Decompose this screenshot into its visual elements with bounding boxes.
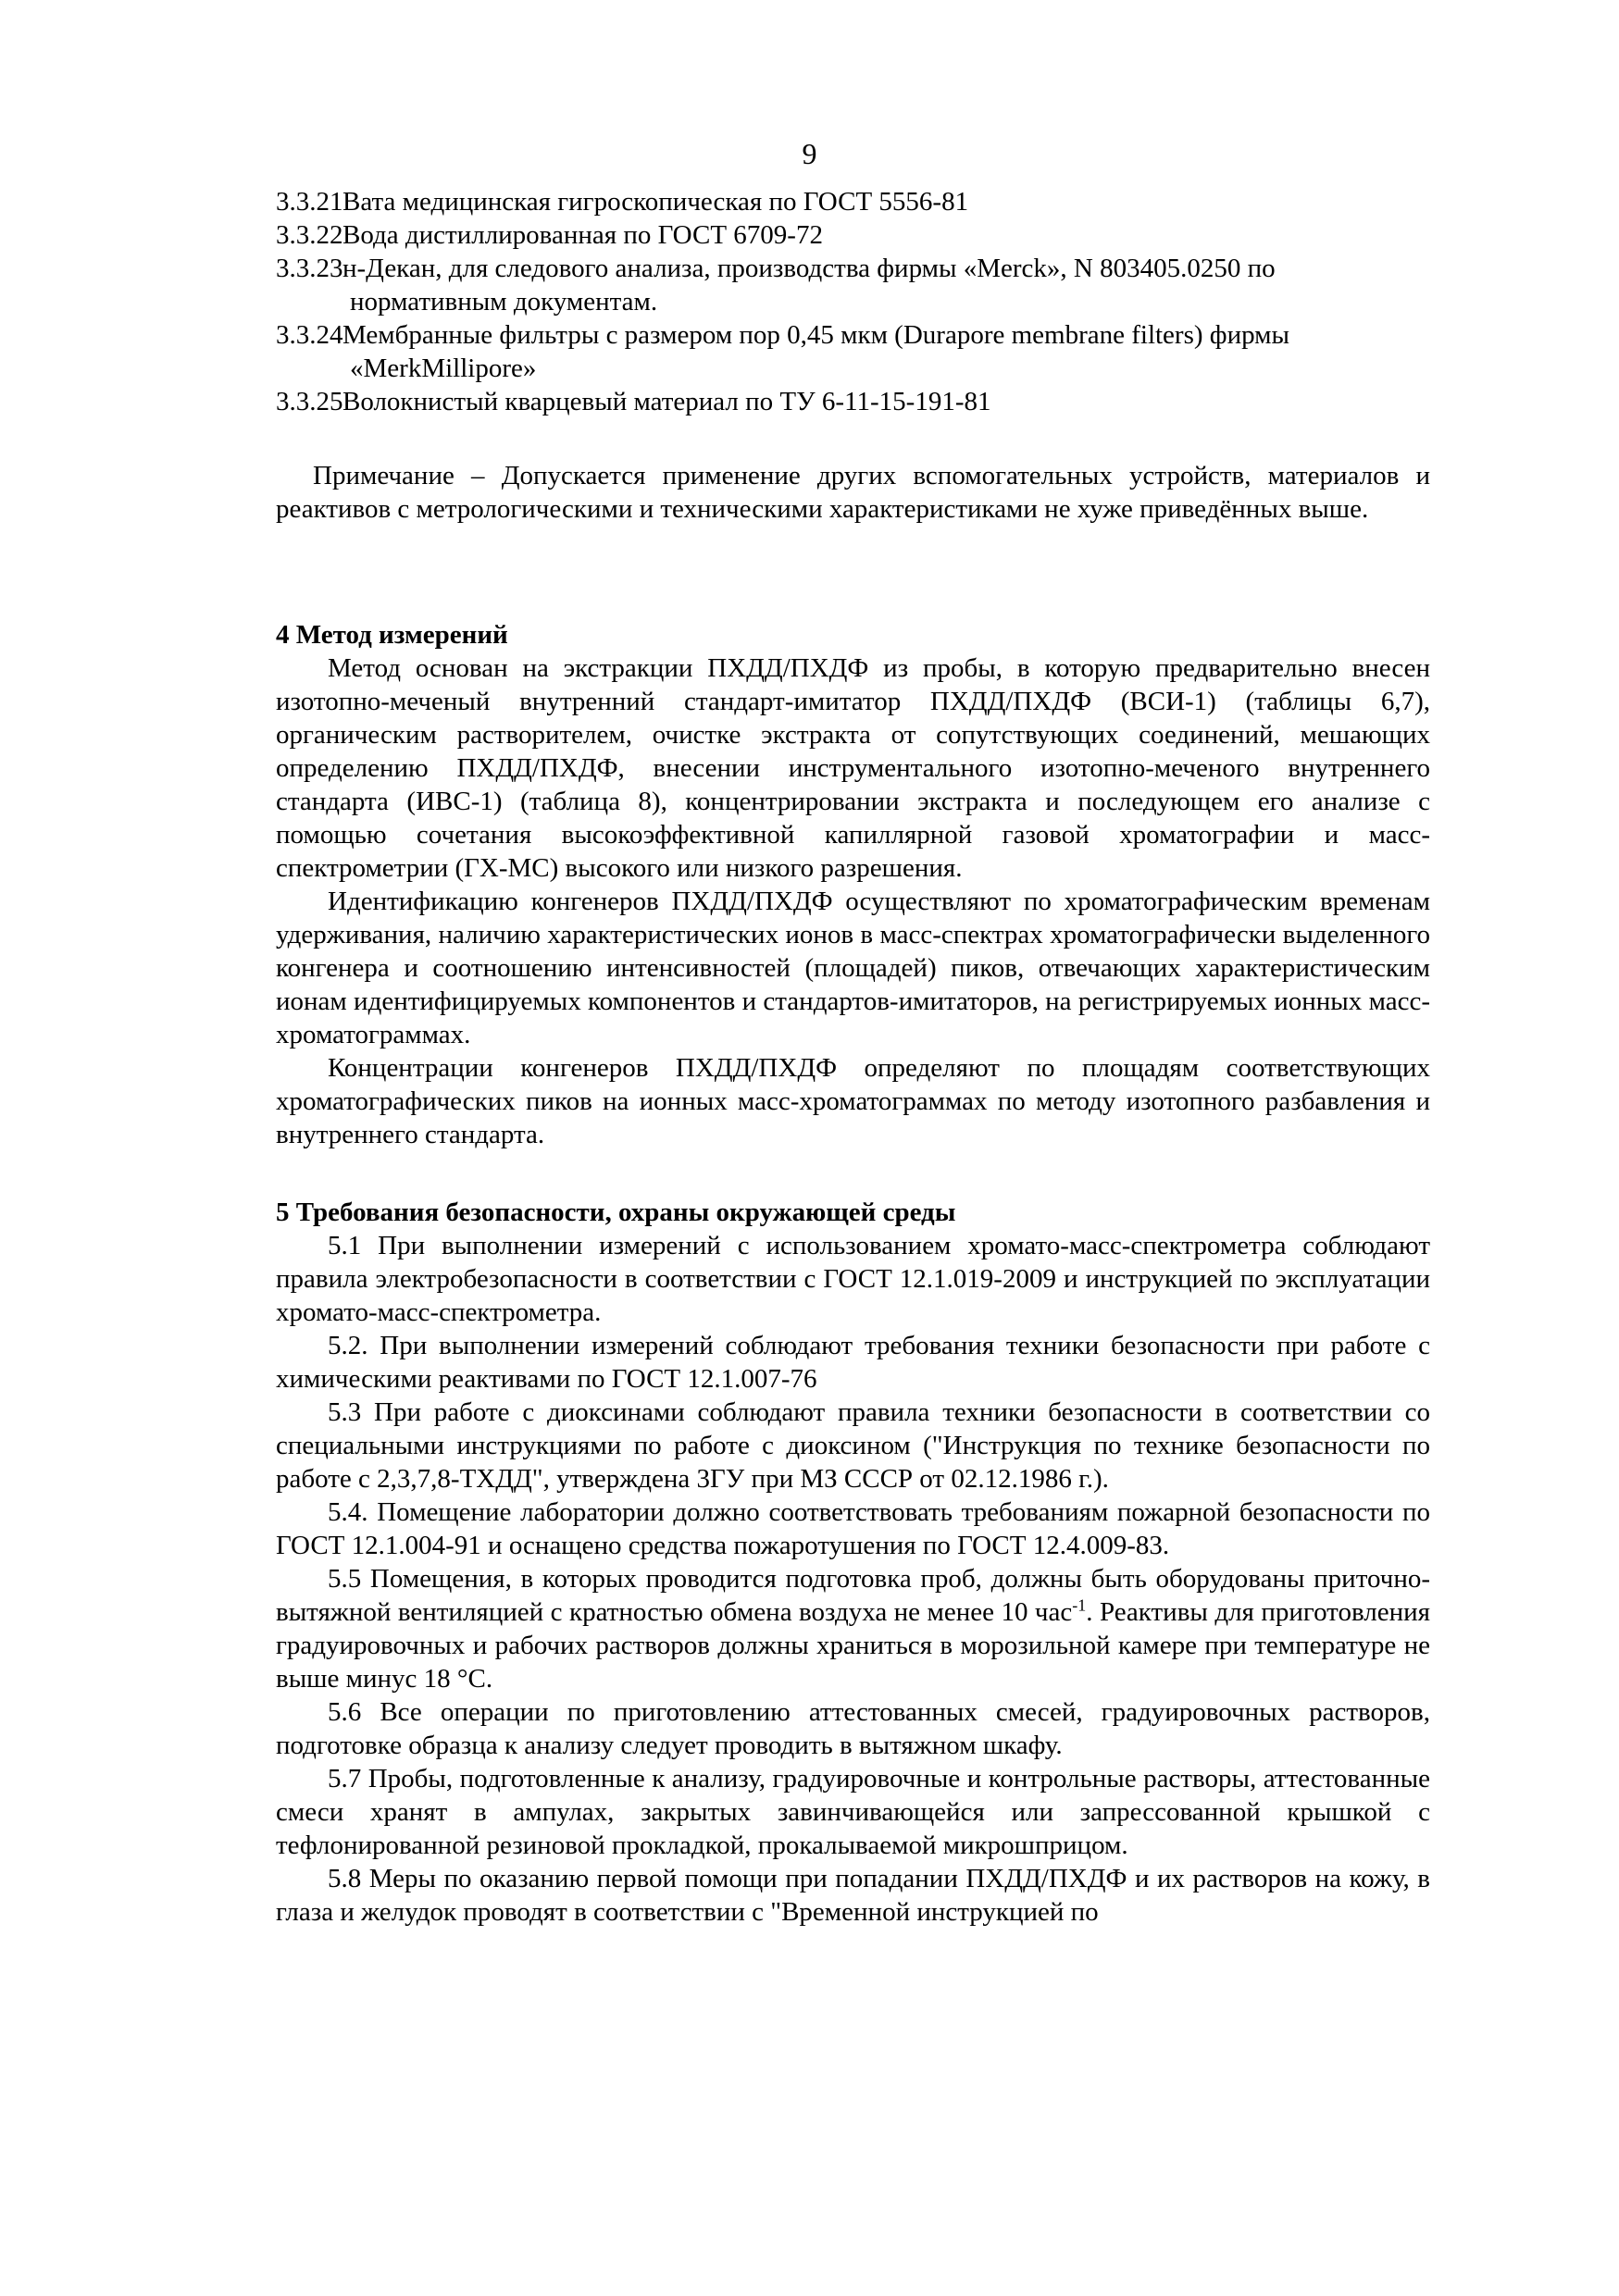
section-4-paragraph-2: Идентификацию конгенеров ПХДД/ПХДФ осуществляют по хроматографическим временам удерживания, наличию характеристических ионов в масс-спектрах хроматографически выделенного конгенера и соотношению интенсивностей (площадей) пиков, отвечающих характеристическим ионам идентифицируемых компонентов и стандартов-имитаторов, на регистрируемых ионных масс-хроматограммах. — [276, 887, 1430, 1049]
list-item-number: 3.3.21 — [276, 187, 343, 217]
section-5-3: 5.3 При работе с диоксинами соблюдают правила техники безопасности в соответствии со специальными инструкциями по работе с диоксином ("Инструкция по технике безопасности по работе с 2,3,7,8-ТХДД", утверждена 3ГУ при МЗ СССР от 02.12.1986 г.). — [276, 1397, 1430, 1494]
section-5-4: 5.4. Помещение лаборатории должно соответствовать требованиям пожарной безопасности по ГОСТ 12.1.004-91 и оснащено средства пожаротушения по ГОСТ 12.4.009-83. — [276, 1497, 1430, 1560]
list-item-text: Мембранные фильтры с размером пор 0,45 мкм (Durapore membrane filters) фирмы «MerkMillipore» — [342, 320, 1289, 383]
section-5-5-text-b: . Реактивы для приготовления градуировочных и рабочих растворов должны храниться в морозильной камере при температуре не выше минус 18 °С. — [276, 1597, 1431, 1694]
list-item-number: 3.3.24 — [276, 320, 343, 350]
page-content — [276, 185, 1430, 1929]
section-5-5 — [276, 1562, 1430, 1695]
list-item-text: н-Декан, для следового анализа, производства фирмы «Merck», N 803405.0250 по нормативным документам. — [342, 254, 1276, 316]
section-5-5-text-a: 5.5 Помещения, в которых проводится подготовка проб, должны быть оборудованы приточно-вытяжной вентиляцией с кратностью обмена воздуха не менее 10 час — [276, 1564, 1430, 1627]
page-number: 9 — [802, 137, 817, 170]
list-item-text: Волокнистый кварцевый материал по ТУ 6-11-15-191-81 — [342, 387, 991, 416]
section-5-1: 5.1 При выполнении измерений с использованием хромато-масс-спектрометра соблюдают правила электробезопасности в соответствии с ГОСТ 12.1.019-2009 и инструкцией по эксплуатации хромато-масс-спектрометра. — [276, 1231, 1430, 1327]
list-item — [276, 218, 1430, 252]
section-5-6: 5.6 Все операции по приготовлению аттестованных смесей, градуировочных растворов, подготовке образца к анализу следует проводить в вытяжном шкафу. — [276, 1697, 1430, 1760]
section-5-8: 5.8 Меры по оказанию первой помощи при попадании ПХДД/ПХДФ и их растворов на кожу, в глаза и желудок проводят в соответствии с "Временной инструкцией по — [276, 1864, 1430, 1927]
section-5-2: 5.2. При выполнении измерений соблюдают требования техники безопасности при работе с химическими реактивами по ГОСТ 12.1.007-76 — [276, 1331, 1430, 1394]
section-4-heading: 4 Метод измерений — [276, 620, 508, 650]
section-4-paragraph-3: Концентрации конгенеров ПХДД/ПХДФ определяют по площадям соответствующих хроматографических пиков на ионных масс-хроматограммах по методу изотопного разбавления и внутреннего стандарта. — [276, 1053, 1430, 1149]
section-4-paragraph-1: Метод основан на экстракции ПХДД/ПХДФ из пробы, в которую предварительно внесен изотопно-меченый внутренний стандарт-имитатор ПХДД/ПХДФ (ВСИ-1) (таблицы 6,7), органическим растворителем, очистке экстракта от сопутствующих соединений, мешающих определению ПХДД/ПХДФ, внесении инструментального изотопно-меченого внутреннего стандарта (ИВС-1) (таблица 8), концентрировании экстракта и последующем его анализе с помощью сочетания высокоэффективной капиллярной газовой хроматографии и масс-спектрометрии (ГХ-МС) высокого или низкого разрешения. — [276, 653, 1430, 883]
list-item-text: Вода дистиллированная по ГОСТ 6709-72 — [342, 220, 823, 250]
list-item — [276, 185, 1430, 218]
list-item — [276, 385, 1430, 418]
list-item-number: 3.3.22 — [276, 220, 343, 250]
list-item — [276, 318, 1430, 385]
list-item — [276, 252, 1430, 318]
list-item-number: 3.3.23 — [276, 254, 343, 283]
list-item-text: Вата медицинская гигроскопическая по ГОСТ 5556-81 — [342, 187, 969, 217]
note-paragraph: Примечание – Допускается применение других вспомогательных устройств, материалов и реактивов с метрологическими и техническими характеристиками не хуже приведённых выше. — [276, 461, 1430, 524]
section-5-5-superscript: -1 — [1072, 1595, 1087, 1615]
section-5-heading: 5 Требования безопасности, охраны окружающей среды — [276, 1198, 956, 1227]
section-5-7: 5.7 Пробы, подготовленные к анализу, градуировочные и контрольные растворы, аттестованные смеси хранят в ампулах, закрытых завинчивающейся или запрессованной крышкой с тефлонированной резиновой прокладкой, прокалываемой микрошприцом. — [276, 1764, 1430, 1860]
list-item-number: 3.3.25 — [276, 387, 343, 416]
